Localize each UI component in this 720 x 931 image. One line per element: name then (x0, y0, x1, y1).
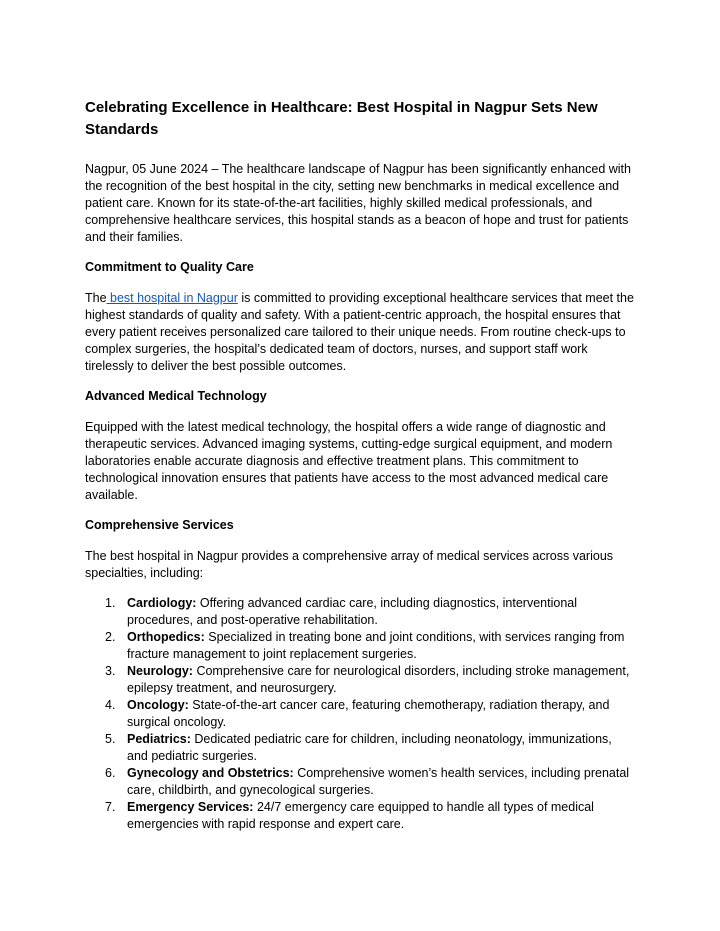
intro-paragraph: Nagpur, 05 June 2024 – The healthcare landscape of Nagpur has been significantly enhanced with the recognition of the best hospital in the city, setting new benchmarks in medical excellence and patient care. Known for its state-of-the-art facilities, highly skilled medical professionals, and comprehensive healthcare services, this hospital stands as a beacon of hope and trust for patients and their families. (85, 162, 631, 244)
list-item (85, 799, 633, 833)
best-hospital-link[interactable]: best hospital in Nagpur (106, 291, 238, 305)
list-item-text: 24/7 emergency care equipped to handle all types of medical emergencies with rapid response and expert care. (127, 800, 594, 831)
list-item-text: Dedicated pediatric care for children, including neonatology, immunizations, and pediatric surgeries. (127, 732, 612, 763)
quality-heading: Commitment to Quality Care (85, 260, 254, 274)
services-list (85, 595, 636, 833)
list-item-number: 5. (105, 732, 116, 746)
list-item-number: 6. (105, 766, 116, 780)
list-item-label: Emergency Services: (127, 800, 254, 814)
quality-text-before-link: The (85, 291, 107, 305)
list-item-text: Specialized in treating bone and joint conditions, with services ranging from fracture management to joint replacement surgeries. (127, 630, 625, 661)
list-item-label: Oncology: (127, 698, 189, 712)
list-item (85, 731, 633, 765)
list-item-number: 4. (105, 698, 116, 712)
list-item-number: 2. (105, 630, 116, 644)
services-paragraph: The best hospital in Nagpur provides a comprehensive array of medical services across various specialties, including: (85, 549, 614, 580)
article-title: Celebrating Excellence in Healthcare: Best Hospital in Nagpur Sets New Standards (85, 99, 598, 138)
list-item-number: 7. (105, 800, 116, 814)
list-item-text: State-of-the-art cancer care, featuring chemotherapy, radiation therapy, and surgical oncology. (127, 698, 610, 729)
list-item (85, 629, 633, 663)
list-item (85, 765, 633, 799)
list-item-label: Pediatrics: (127, 732, 191, 746)
list-item-label: Neurology: (127, 664, 193, 678)
list-item (85, 663, 633, 697)
list-item-label: Orthopedics: (127, 630, 205, 644)
list-item-text: Offering advanced cardiac care, including diagnostics, interventional procedures, and post-operative rehabilitation. (127, 596, 578, 627)
list-item (85, 595, 633, 629)
quality-paragraph (85, 290, 637, 375)
list-item-number: 1. (105, 596, 116, 610)
quality-text-after-link: is committed to providing exceptional healthcare services that meet the highest standards of quality and safety. With a patient-centric approach, the hospital ensures that every patient receives personalized care tailored to their unique needs. From routine check-ups to complex surgeries, the hospital’s dedicated team of doctors, nurses, and support staff work tirelessly to deliver the best possible outcomes. (85, 291, 634, 373)
technology-paragraph: Equipped with the latest medical technology, the hospital offers a wide range of diagnostic and therapeutic services. Advanced imaging systems, cutting-edge surgical equipment, and modern laboratories enable accurate diagnosis and effective treatment plans. This commitment to technological innovation ensures that patients have access to the most advanced medical care available. (85, 420, 613, 502)
list-item-text: Comprehensive care for neurological disorders, including stroke management, epilepsy treatment, and neurosurgery. (127, 664, 630, 695)
list-item-label: Gynecology and Obstetrics: (127, 766, 294, 780)
list-item-number: 3. (105, 664, 116, 678)
list-item (85, 697, 633, 731)
services-heading: Comprehensive Services (85, 518, 234, 532)
technology-heading: Advanced Medical Technology (85, 389, 267, 403)
list-item-text: Comprehensive women’s health services, including prenatal care, childbirth, and gynecological surgeries. (127, 766, 630, 797)
list-item-label: Cardiology: (127, 596, 197, 610)
